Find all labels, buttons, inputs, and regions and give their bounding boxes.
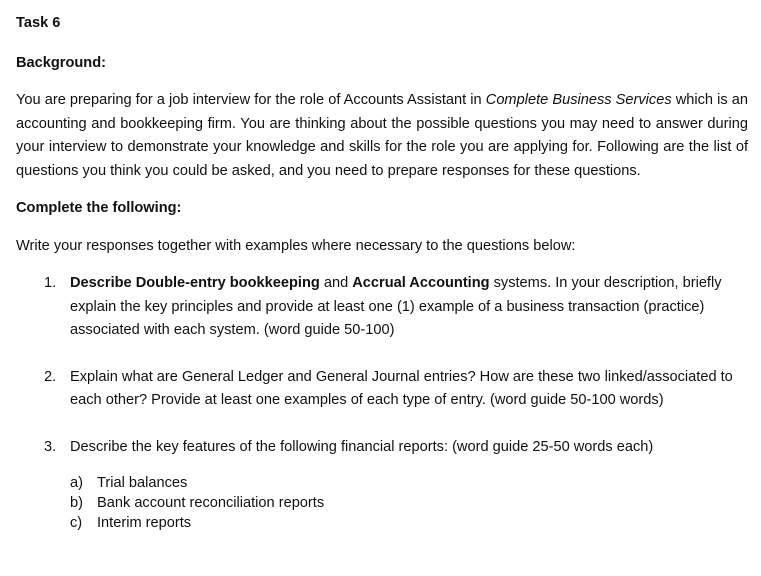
instructions-text: Write your responses together with examples where necessary to the questions below: <box>16 237 576 254</box>
question-1-bold-accrual: Accrual Accounting <box>352 275 490 291</box>
background-paragraph <box>16 89 748 183</box>
background-text-end: which is an accounting and bookkeeping firm. You are thinking about the possible questions you may need to answer during your interview to demonstrate your knowledge and skills for the role you are applying for. Following are the list of questions you think you could be asked, and you need to prepare responses for these questions. <box>16 92 749 179</box>
sub-item-text: Bank account reconciliation reports <box>97 495 325 511</box>
sub-item-text: Trial balances <box>97 475 188 491</box>
question-number: 2. <box>44 368 57 385</box>
question-list <box>16 272 748 533</box>
question-number: 3. <box>44 438 57 455</box>
background-text-start: You are preparing for a job interview for the role of Accounts Assistant in <box>16 92 486 108</box>
question-text: Explain what are General Ledger and General Journal entries? How are these two linked/associated to each other? Provide at least one examples of each type of entry. (word guide 50-100 words) <box>70 368 733 408</box>
question-1-rest: systems. In your description, briefly explain the key principles and provide at least one (1) example of a business transaction (practice) associated with each system. (word guide 50-100) <box>70 275 722 338</box>
question-1-bold-double-entry: Describe Double-entry bookkeeping <box>70 275 320 291</box>
question-text <box>70 272 748 343</box>
sub-item-letter: a) <box>70 475 83 491</box>
sub-item-bank-reconciliation <box>70 493 748 513</box>
report-sub-list <box>70 473 748 533</box>
background-heading: Background: <box>16 54 106 71</box>
sub-item-letter: b) <box>70 495 83 511</box>
document-page <box>16 12 748 556</box>
sub-item-text: Interim reports <box>97 515 192 531</box>
question-item-1 <box>16 272 748 343</box>
question-text: Describe the key features of the following financial reports: (word guide 25-50 words each) <box>70 438 654 455</box>
question-item-2 <box>16 366 748 413</box>
task-title: Task 6 <box>16 15 61 31</box>
question-number: 1. <box>44 275 57 291</box>
instructions-heading: Complete the following: <box>16 200 182 216</box>
sub-item-letter: c) <box>70 515 83 531</box>
sub-item-trial-balances <box>70 473 748 493</box>
company-name: Complete Business Services <box>485 92 672 108</box>
sub-item-interim-reports <box>70 513 748 533</box>
question-item-3 <box>16 436 748 534</box>
question-1-connector: and <box>319 275 353 291</box>
